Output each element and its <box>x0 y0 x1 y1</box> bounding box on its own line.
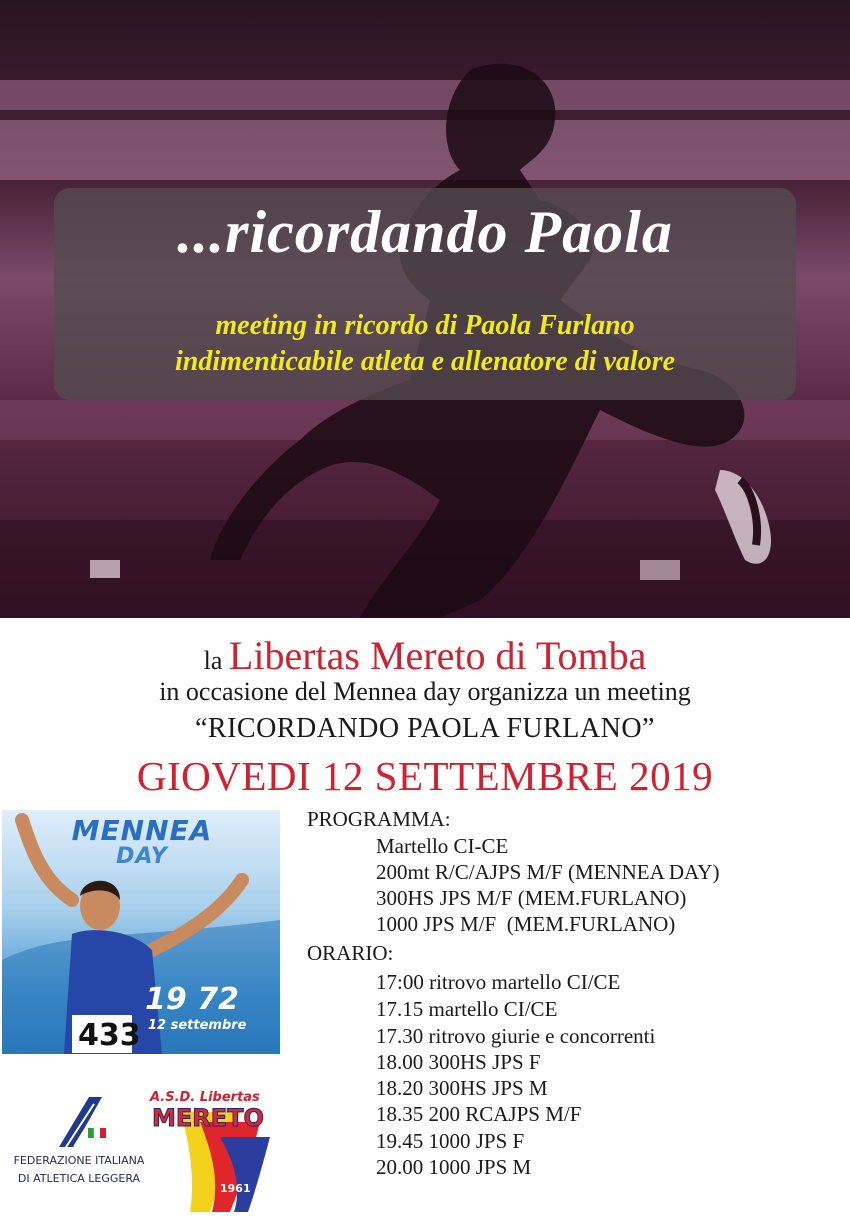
occasion-text: in occasione del Mennea day organizza un meeting <box>159 677 691 706</box>
subtitle-line-1: meeting in ricordo di Paola Furlano <box>215 310 635 341</box>
programma-item: 1000 JPS M/F (MEM.FURLANO) <box>376 912 676 936</box>
mennea-date: 12 settembre <box>148 1018 247 1033</box>
fidal-emblem-icon <box>4 1092 154 1152</box>
orario-item: 17:00 ritrovo martello CI/CE <box>376 970 621 994</box>
page-title: ...ricordando Paola <box>177 199 673 265</box>
organizer-name: Libertas Mereto di Tomba <box>228 633 647 678</box>
libertas-mereto-logo <box>150 1082 280 1212</box>
fidal-line-1: FEDERAZIONE ITALIANA <box>13 1154 145 1167</box>
orario-item: 20.00 1000 JPS M <box>376 1155 532 1179</box>
libertas-year-text: 1961 <box>220 1182 251 1195</box>
orario-item: 18.20 300HS JPS M <box>376 1076 548 1100</box>
organizer-line <box>0 632 850 679</box>
mennea-title-text: MENNEA <box>71 814 213 847</box>
subtitle-line-2: indimenticabile atleta e allenatore di valore <box>174 346 676 377</box>
race-bib-number: 433 <box>78 1018 141 1053</box>
fidal-name <box>4 1152 154 1188</box>
orario-item: 17.15 martello CI/CE <box>376 997 558 1021</box>
event-name: “RICORDANDO PAOLA FURLANO” <box>195 713 655 744</box>
orario-item: 18.35 200 RCAJPS M/F <box>376 1102 582 1126</box>
libertas-top-text: A.S.D. Libertas <box>150 1090 260 1105</box>
programma-item: 300HS JPS M/F (MEM.FURLANO) <box>376 886 687 910</box>
mennea-year: 19 72 <box>145 982 239 1017</box>
orario-item: 17.30 ritrovo giurie e concorrenti <box>376 1024 656 1048</box>
event-date: GIOVEDI 12 SETTEMBRE 2019 <box>136 753 714 799</box>
programma-item: 200mt R/C/AJPS M/F (MENNEA DAY) <box>376 860 720 884</box>
programma-item: Martello CI-CE <box>376 834 509 858</box>
mennea-day-text: DAY <box>116 844 168 869</box>
fidal-line-2: DI ATLETICA LEGGERA <box>17 1172 141 1185</box>
organizer-prefix: la <box>203 646 223 675</box>
programma-heading: PROGRAMMA: <box>307 807 451 831</box>
orario-item: 19.45 1000 JPS F <box>376 1129 525 1153</box>
orario-item: 18.00 300HS JPS F <box>376 1050 541 1074</box>
orario-heading: ORARIO: <box>307 941 394 965</box>
fidal-logo <box>4 1092 154 1207</box>
mennea-day-title <box>42 814 242 870</box>
libertas-name-text: MERETO <box>152 1104 264 1132</box>
